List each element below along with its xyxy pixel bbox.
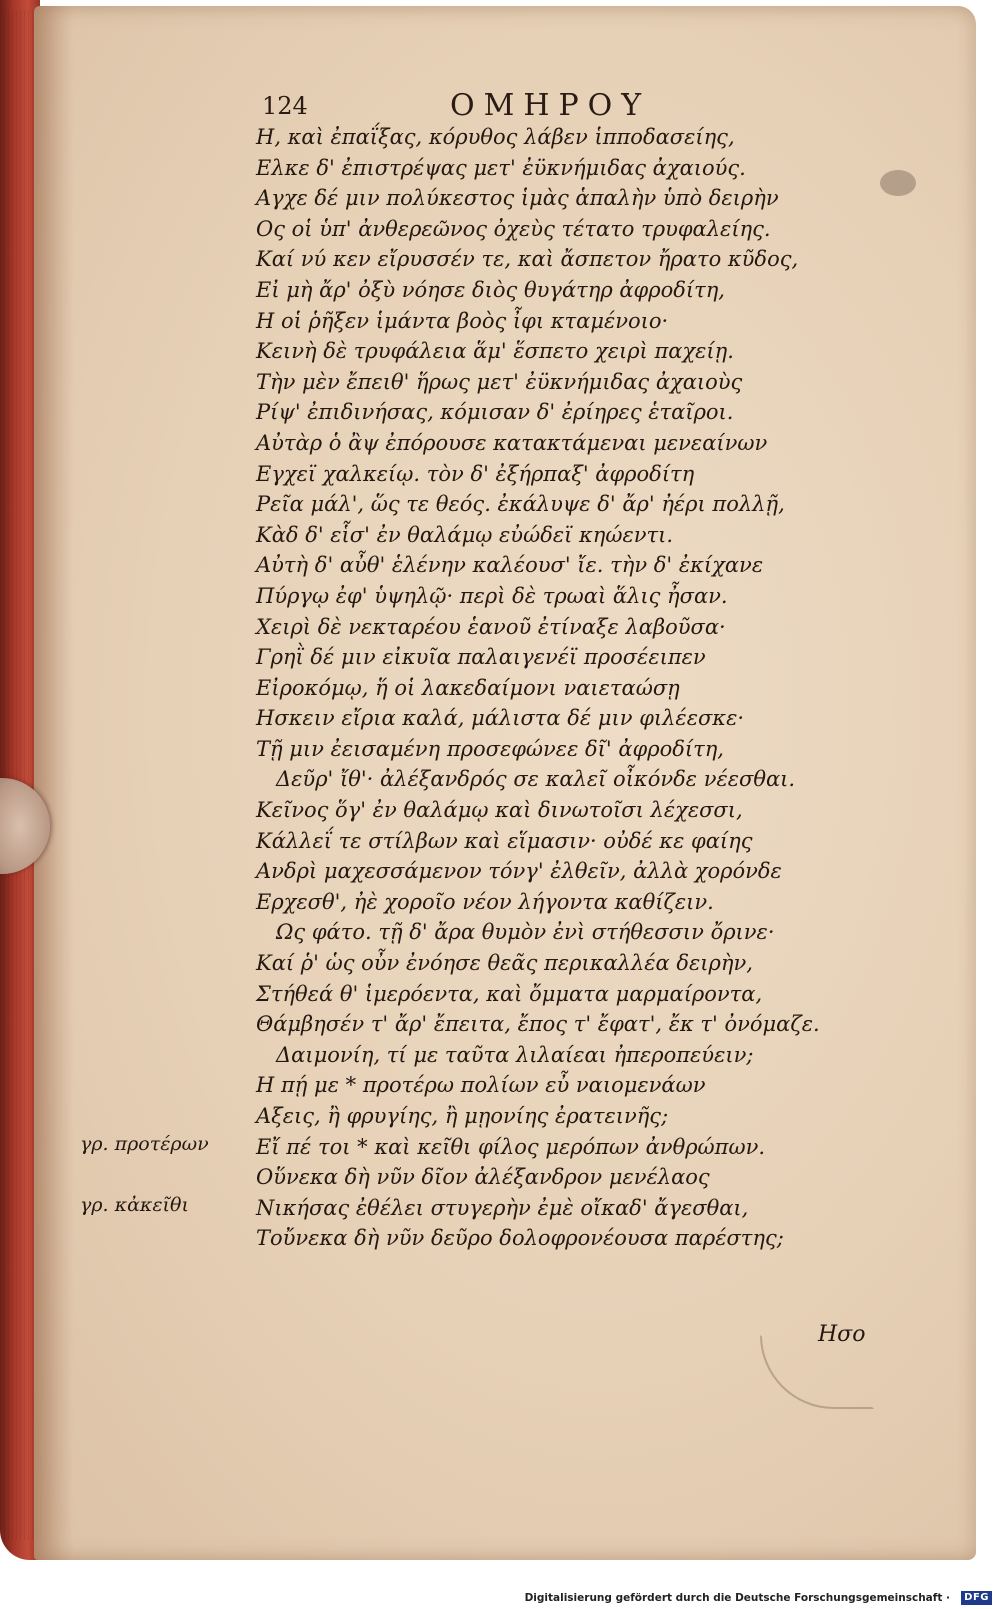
verse-line: Τοὔνεκα δὴ νῦν δεῦρο δολοφρονέουσα παρέστης; [256, 1226, 784, 1251]
catchword: Ησο [818, 1322, 866, 1347]
margin-note-variant-reading: γρ. κἀκεῖθι [80, 1194, 189, 1216]
verse-line: Αὐτὰρ ὁ ἂψ ἐπόρουσε κατακτάμεναι μενεαίνων [256, 430, 768, 455]
dfg-logo: DFG [961, 1591, 992, 1605]
digitization-credit: Digitalisierung gefördert durch die Deutsche Forschungsgemeinschaft · [524, 1592, 950, 1604]
ink-stain [880, 170, 916, 196]
verse-line: Εγχεϊ χαλκείῳ. τὸν δ' ἐξήρπαξ' ἀφροδίτη [256, 461, 695, 486]
verse-line: Δεῦρ' ἴθ'· ἀλέξανδρός σε καλεῖ οἶκόνδε νέεσθαι. [276, 767, 796, 792]
running-title: ΟΜΗΡΟΥ [450, 88, 651, 123]
verse-line: Ελκε δ' ἐπιστρέψας μετ' ἐϋκνήμιδας ἀχαιούς. [256, 155, 746, 180]
verse-line: Θάμβησέν τ' ἄρ' ἔπειτα, ἔπος τ' ἔφατ', ἔκ τ' ὀνόμαζε. [256, 1012, 820, 1037]
verse-line: Οὕνεκα δὴ νῦν δῖον ἀλέξανδρον μενέλαος [256, 1165, 710, 1190]
verse-line: Ανδρὶ μαχεσσάμενον τόνγ' ἐλθεῖν, ἀλλὰ χορόνδε [256, 859, 782, 884]
page-number: 124 [262, 92, 308, 120]
verse-line: Εἰ μὴ ἄρ' ὀξὺ νόησε διὸς θυγάτηρ ἀφροδίτη, [256, 277, 725, 302]
verse-line: Ερχεσθ', ἠὲ χοροῖο νέον λήγοντα καθίζειν. [256, 889, 714, 914]
verse-line: Κὰδ δ' εἷσ' ἐν θαλάμῳ εὐώδεϊ κηώεντι. [256, 522, 674, 547]
verse-line: Στήθεά θ' ἱμερόεντα, καὶ ὄμματα μαρμαίροντα, [256, 981, 763, 1006]
verse-line: Η πῄ με * προτέρω πολίων εὖ ναιομενάων [256, 1073, 706, 1098]
verse-line: Νικήσας ἐθέλει στυγερὴν ἐμὲ οἴκαδ' ἄγεσθαι, [256, 1195, 749, 1220]
verse-line: Ος οἱ ὑπ' ἀνθερεῶνος ὀχεὺς τέτατο τρυφαλείης. [256, 216, 771, 241]
verse-line: Ως φάτο. τῇ δ' ἄρα θυμὸν ἐνὶ στήθεσσιν ὄρινε· [276, 920, 775, 945]
verse-line: Τῇ μιν ἐεισαμένη προσεφώνεε δῖ' ἀφροδίτη, [256, 736, 724, 761]
verse-line: Αὐτὴ δ' αὖθ' ἑλένην καλέουσ' ἴε. τὴν δ' ἐκίχανε [256, 553, 764, 578]
verse-line: Καί ῥ' ὡς οὖν ἐνόησε θεᾶς περικαλλέα δειρὴν, [256, 951, 753, 976]
verse-line: Κεῖνος ὅγ' ἐν θαλάμῳ καὶ δινωτοῖσι λέχεσσι, [256, 798, 743, 823]
page-edge-texture [4, 10, 34, 1540]
margin-note-variant-reading: γρ. προτέρων [80, 1133, 209, 1155]
verse-line: Εἴ πέ τοι * καὶ κεῖθι φίλος μερόπων ἀνθρώπων. [256, 1134, 766, 1159]
verse-line: Ρεῖα μάλ', ὥς τε θεός. ἐκάλυψε δ' ἄρ' ἠέρι πολλῇ, [256, 492, 785, 517]
verse-line: Δαιμονίη, τί με ταῦτα λιλαίεαι ἠπεροπεύειν; [276, 1042, 754, 1067]
verse-line: Ρίψ' ἐπιδινήσας, κόμισαν δ' ἐρίηρες ἑταῖροι. [256, 400, 734, 425]
verse-line: Ησκειν εἴρια καλά, μάλιστα δέ μιν φιλέεσκε· [256, 706, 745, 731]
verse-line: Καί νύ κεν εἴρυσσέν τε, καὶ ἄσπετον ἤρατο κῦδος, [256, 247, 799, 272]
verse-line: Πύργῳ ἐφ' ὑψηλῷ· περὶ δὲ τρωαὶ ἅλις ἦσαν. [256, 583, 728, 608]
verse-line: Εἰροκόμῳ, ἥ οἱ λακεδαίμονι ναιεταώσῃ [256, 675, 680, 700]
verse-line: Η, καὶ ἐπαΐξας, κόρυθος λάβεν ἱπποδασείης, [256, 125, 735, 149]
verse-line: Αξεις, ἢ φρυγίης, ἢ μῃονίης ἐρατεινῆς; [256, 1104, 669, 1128]
verse-line: Κεινὴ δὲ τρυφάλεια ἅμ' ἕσπετο χειρὶ παχείῃ. [256, 339, 734, 364]
verse-line: Γρηῒ δέ μιν εἰκυῖα παλαιγενέϊ προσέειπεν [256, 645, 706, 670]
verse-line: Χειρὶ δὲ νεκταρέου ἑανοῦ ἐτίναξε λαβοῦσα· [256, 614, 726, 639]
verse-line: Η οἱ ῥῆξεν ἱμάντα βοὸς ἶφι κταμένοιο· [256, 308, 669, 333]
verse-line: Αγχε δέ μιν πολύκεστος ἱμὰς ἁπαλὴν ὑπὸ δειρὴν [256, 186, 779, 211]
verse-line: Κάλλεΐ τε στίλβων καὶ εἵμασιν· οὐδέ κε φαίης [256, 828, 753, 853]
verse-text-block [256, 122, 856, 1254]
verse-line: Τὴν μὲν ἔπειθ' ἥρως μετ' ἐϋκνήμιδας ἀχαιοὺς [256, 369, 743, 394]
page-gutter-shadow [34, 6, 74, 1560]
